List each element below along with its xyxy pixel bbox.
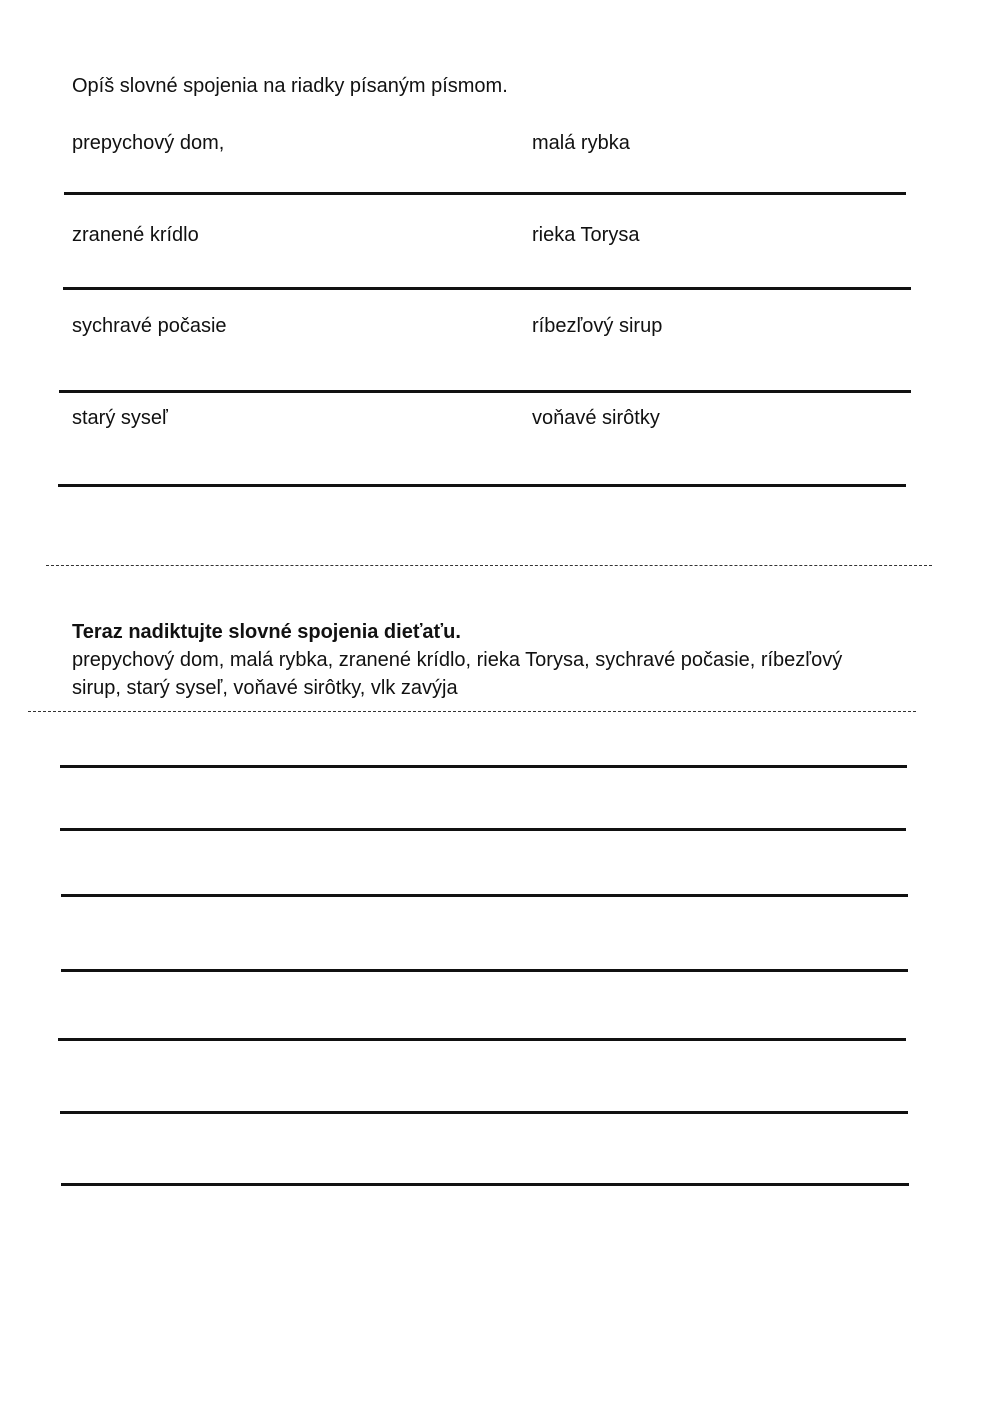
phrase-left-4: starý syseľ: [72, 407, 168, 429]
phrase-right-4: voňavé sirôtky: [532, 407, 660, 429]
dictation-title: Teraz nadiktujte slovné spojenia dieťaťu.: [72, 621, 461, 643]
dictation-line-6[interactable]: [60, 1111, 908, 1114]
writing-line-2[interactable]: [63, 287, 911, 290]
dictation-line-2[interactable]: [60, 828, 906, 831]
phrase-left-3: sychravé počasie: [72, 315, 227, 337]
phrase-left-1: prepychový dom,: [72, 132, 225, 154]
writing-line-3[interactable]: [59, 390, 911, 393]
dictation-line-7[interactable]: [61, 1183, 909, 1186]
cut-line-bottom: [28, 711, 916, 712]
phrase-right-3: ríbezľový sirup: [532, 315, 663, 337]
dictation-text-line-2: sirup, starý syseľ, voňavé sirôtky, vlk zavýja: [72, 677, 458, 699]
writing-line-1[interactable]: [64, 192, 906, 195]
dictation-line-5[interactable]: [58, 1038, 906, 1041]
dictation-line-1[interactable]: [60, 765, 907, 768]
dictation-text-line-1: prepychový dom, malá rybka, zranené krídlo, rieka Torysa, sychravé počasie, ríbezľový: [72, 649, 843, 671]
phrase-left-2: zranené krídlo: [72, 224, 199, 246]
phrase-right-2: rieka Torysa: [532, 224, 640, 246]
dictation-line-3[interactable]: [61, 894, 908, 897]
instruction-text: Opíš slovné spojenia na riadky písaným písmom.: [72, 75, 508, 97]
writing-line-4[interactable]: [58, 484, 906, 487]
dictation-line-4[interactable]: [61, 969, 908, 972]
cut-line-top: [46, 565, 932, 566]
phrase-right-1: malá rybka: [532, 132, 630, 154]
